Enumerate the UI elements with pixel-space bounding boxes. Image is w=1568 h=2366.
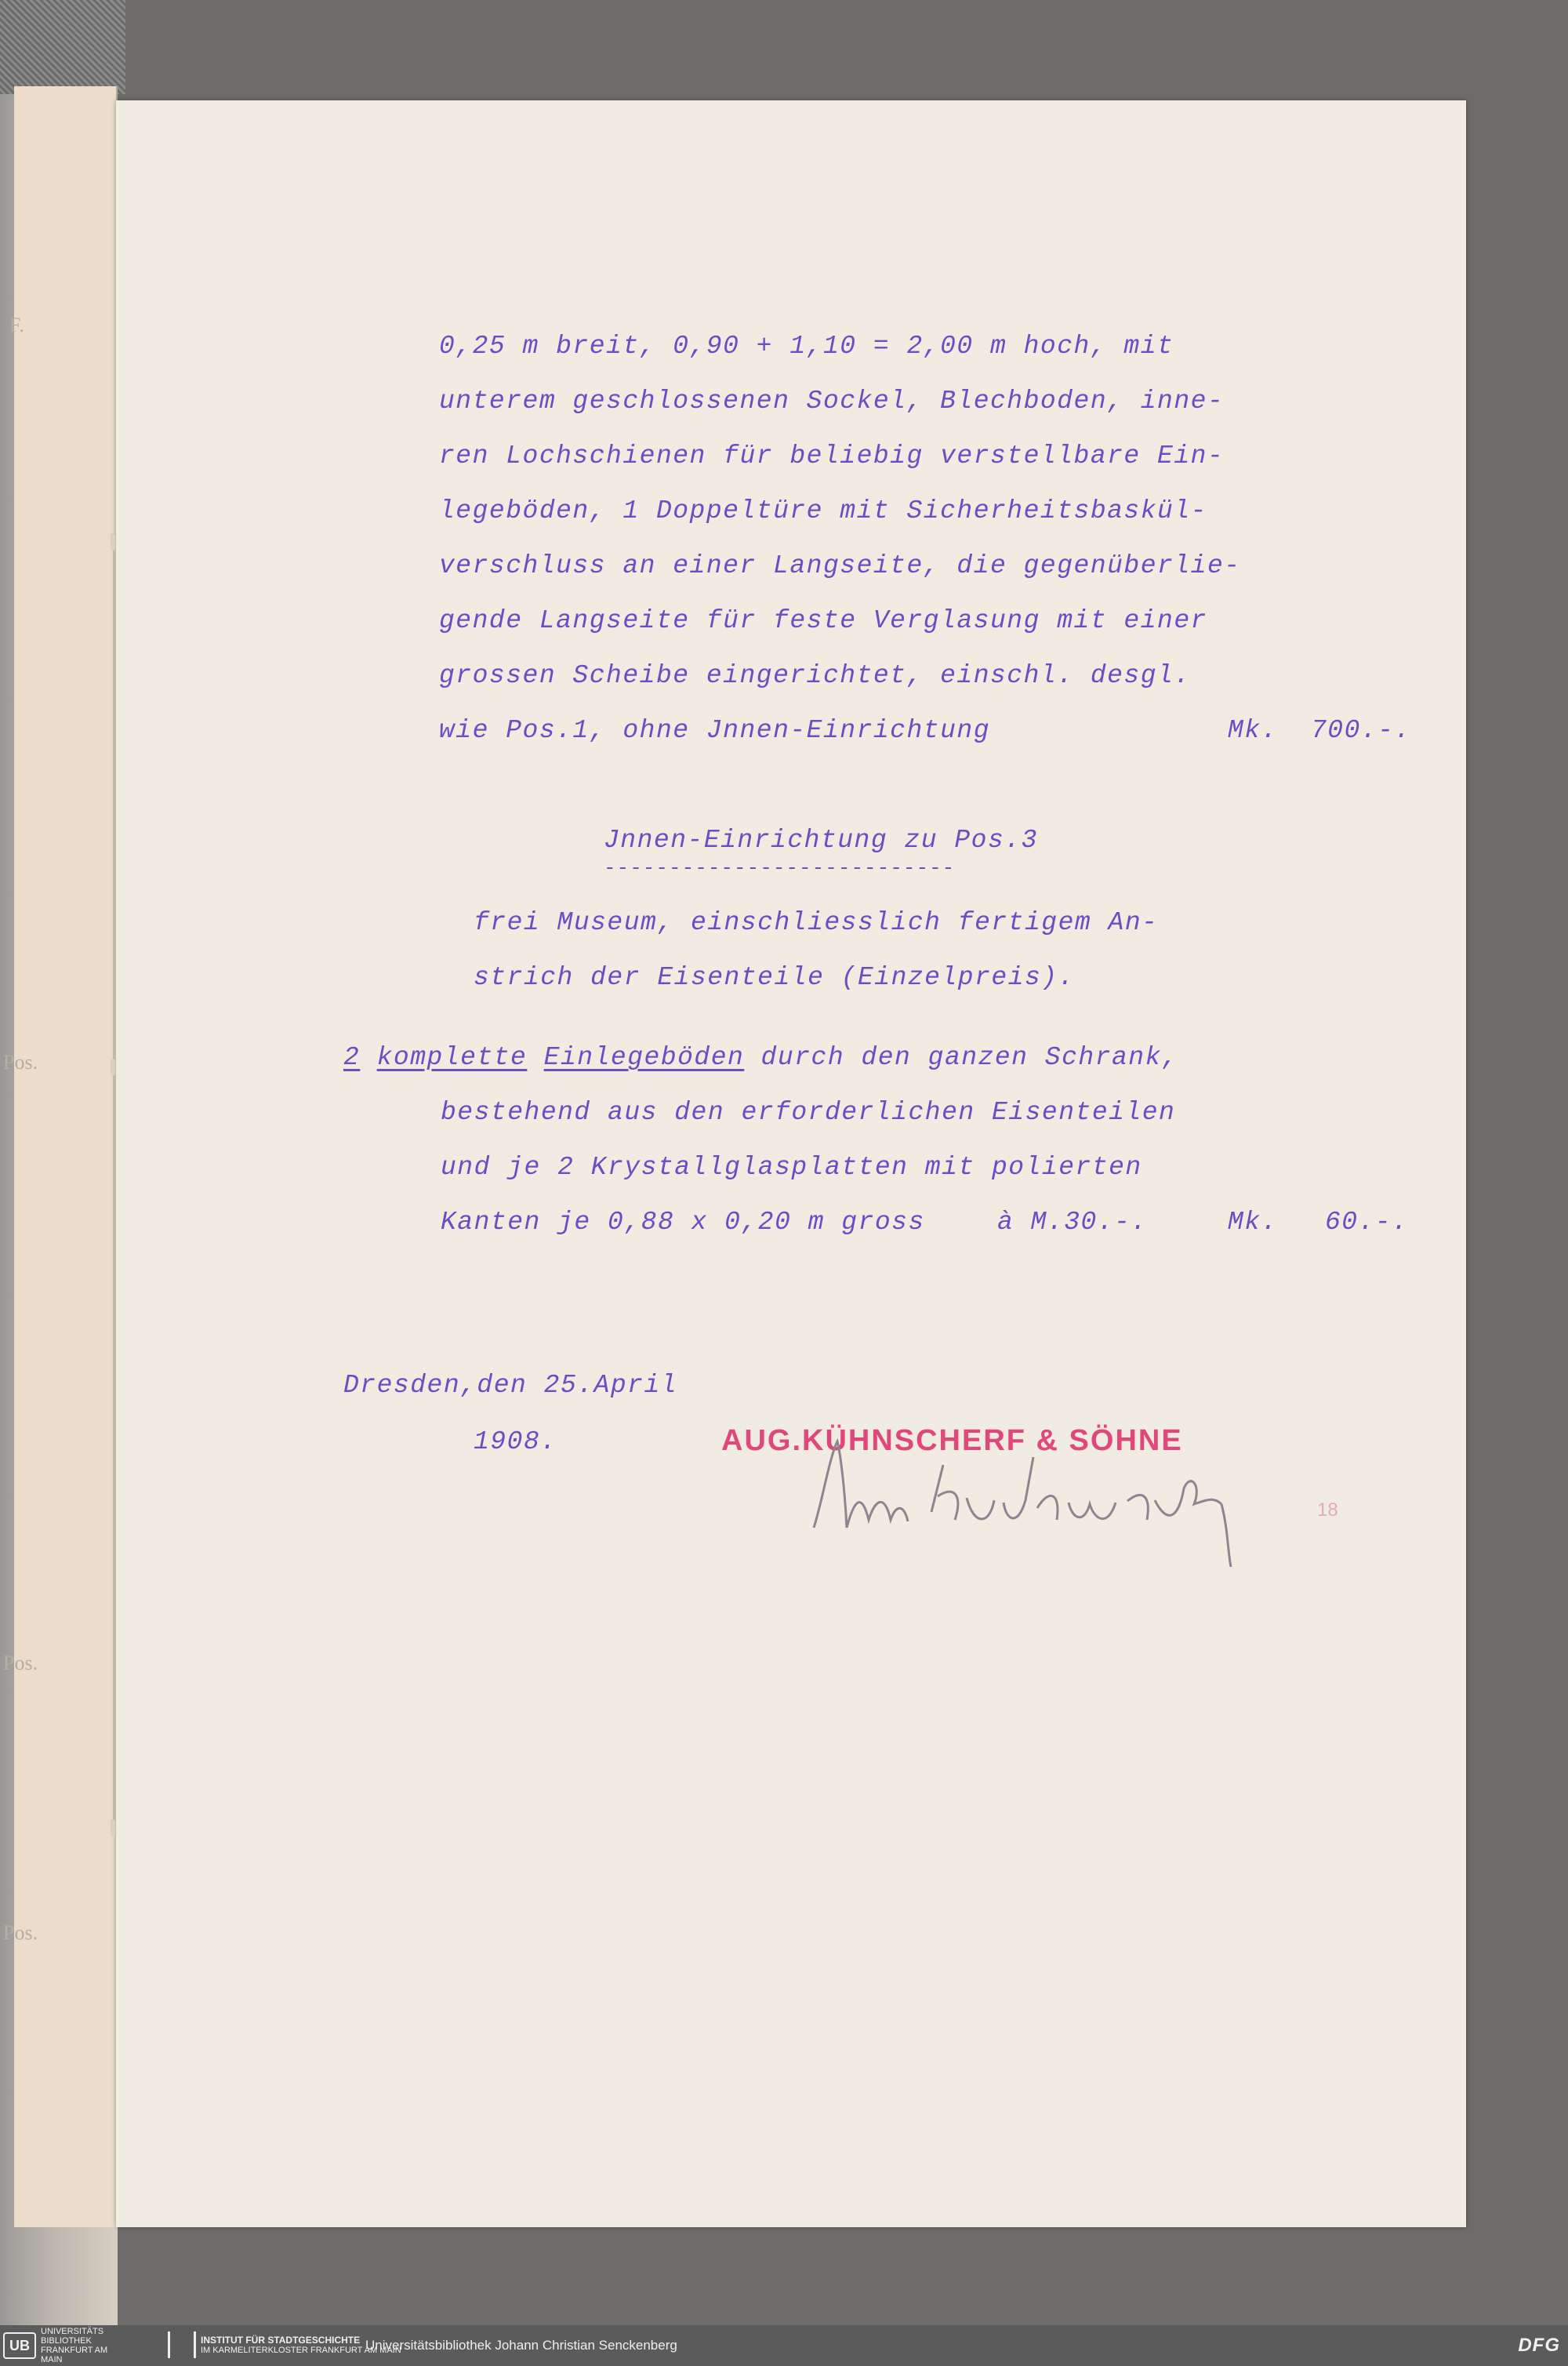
ub-logo-text: UNIVERSITÄTS BIBLIOTHEK FRANKFURT AM MAIN: [41, 2327, 108, 2364]
item-heading: [343, 1045, 1178, 1070]
unit-price: à M.30.-.: [997, 1208, 1148, 1237]
text-line: wie Pos.1, ohne Jnnen-Einrichtung: [439, 716, 991, 745]
text-line: Kanten je 0,88 x 0,20 m gross: [441, 1208, 925, 1237]
price-currency: Mk.: [1228, 1208, 1278, 1237]
text-line: bestehend aus den erforderlichen Eisenteilen: [441, 1098, 1176, 1127]
underlying-page: [14, 86, 118, 2227]
text-line: 0,25 m breit, 0,90 + 1,10 = 2,00 m hoch, mit: [439, 332, 1174, 361]
binding-cloth: [0, 0, 125, 94]
text-line: strich der Eisenteile (Einzelpreis).: [474, 963, 1075, 992]
text-line: grossen Scheibe eingerichtet, einschl. desgl.: [439, 661, 1191, 690]
binding-thread: [111, 1819, 115, 1837]
item-rest: durch den ganzen Schrank,: [760, 1043, 1179, 1072]
text-line: legeböden, 1 Doppeltüre mit Sicherheitsbaskül-: [439, 496, 1207, 525]
text-line: verschluss an einer Langseite, die gegenüberlie-: [439, 551, 1241, 580]
binding-thread: [111, 533, 115, 551]
under-page-mark: Pos.: [3, 1652, 38, 1674]
under-page-mark: Pos.: [3, 1921, 38, 1944]
under-page-mark: F.: [9, 314, 24, 336]
year: 1908.: [474, 1427, 557, 1456]
price-amount: 700.-.: [1311, 716, 1411, 745]
item-word: komplette: [376, 1043, 528, 1072]
ub-logo: UB: [3, 2332, 36, 2359]
place-date: Dresden,den 25.April: [343, 1371, 678, 1400]
binding-fold: [113, 533, 116, 1835]
item-word: Einlegeböden: [543, 1043, 745, 1072]
item-qty: 2: [343, 1043, 361, 1072]
isg-title: INSTITUT FÜR STADTGESCHICHTE: [201, 2334, 361, 2346]
footer-bar: [0, 2325, 1568, 2366]
dfg-logo: DFG: [1518, 2335, 1560, 2356]
section-title: Jnnen-Einrichtung zu Pos.3: [604, 826, 1038, 855]
binding-thread: [111, 1059, 115, 1076]
section-underline: ---------------------------: [604, 856, 956, 880]
text-line: gende Langseite für feste Verglasung mit einer: [439, 606, 1207, 635]
text-line: unterem geschlossenen Sockel, Blechboden, inne-: [439, 387, 1225, 416]
price-amount: 60.-.: [1325, 1208, 1409, 1237]
text-line: ren Lochschienen für beliebig verstellbare Ein-: [439, 442, 1225, 471]
handwritten-signature: [798, 1410, 1269, 1567]
text-line: frei Museum, einschliesslich fertigem An-: [474, 908, 1159, 937]
under-page-mark: Pos.: [3, 1051, 38, 1074]
price-currency: Mk.: [1228, 716, 1278, 745]
library-name: Universitätsbibliothek Johann Christian Senckenberg: [365, 2338, 677, 2353]
faint-mark: 18: [1317, 1499, 1338, 1521]
text-line: und je 2 Krystallglasplatten mit polierten: [441, 1153, 1142, 1182]
company-stamp: AUG.KÜHNSCHERF & SÖHNE: [721, 1424, 1183, 1457]
isg-subtitle: IM KARMELITERKLOSTER FRANKFURT AM MAIN: [201, 2345, 401, 2355]
ub-logo-block: [3, 2327, 127, 2364]
isg-logo-icon: [168, 2331, 196, 2358]
